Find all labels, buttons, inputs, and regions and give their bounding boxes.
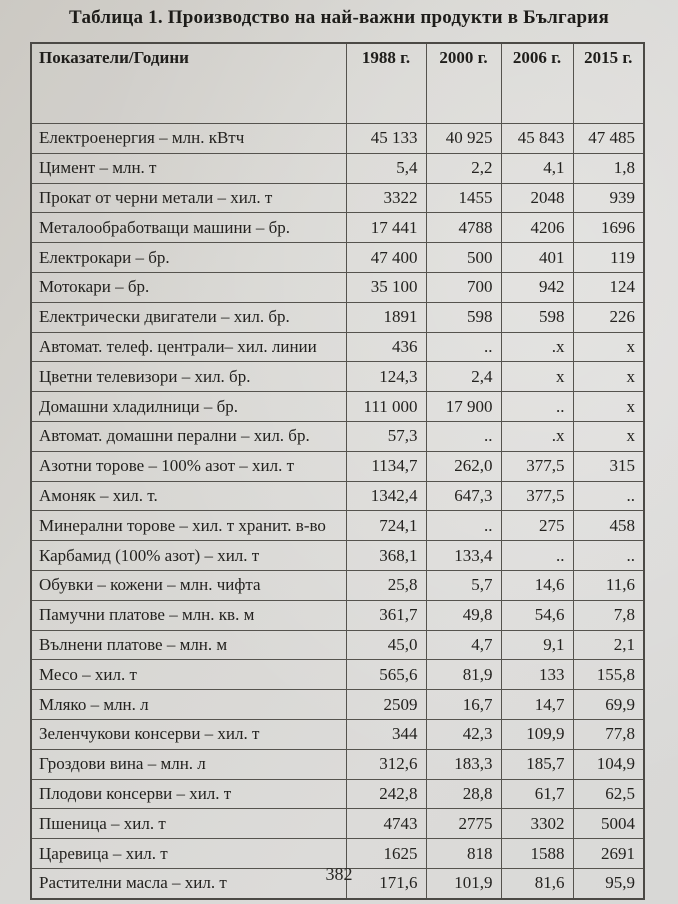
row-label: Вълнени платове – млн. м	[31, 630, 346, 660]
row-label: Карбамид (100% азот) – хил. т	[31, 541, 346, 571]
cell-value: 61,7	[501, 779, 573, 809]
cell-value: 185,7	[501, 749, 573, 779]
row-label: Гроздови вина – млн. л	[31, 749, 346, 779]
header-year-2006: 2006 г.	[501, 43, 573, 124]
header-indicators-years: Показатели/Години	[31, 43, 346, 124]
table-header	[31, 43, 644, 124]
cell-value: 81,9	[426, 660, 501, 690]
cell-value: ..	[573, 541, 644, 571]
row-label: Азотни торове – 100% азот – хил. т	[31, 451, 346, 481]
cell-value: 57,3	[346, 421, 426, 451]
row-label: Металообработващи машини – бр.	[31, 213, 346, 243]
cell-value: 275	[501, 511, 573, 541]
cell-value: 2,2	[426, 153, 501, 183]
header-year-2015: 2015 г.	[573, 43, 644, 124]
cell-value: 81,6	[501, 868, 573, 898]
cell-value: x	[573, 362, 644, 392]
cell-value: 4788	[426, 213, 501, 243]
row-label: Автомат. домашни перални – хил. бр.	[31, 421, 346, 451]
cell-value: 11,6	[573, 570, 644, 600]
table-row	[31, 183, 644, 213]
cell-value: 47 400	[346, 243, 426, 273]
header-year-2000: 2000 г.	[426, 43, 501, 124]
cell-value: x	[501, 362, 573, 392]
table-row	[31, 630, 644, 660]
table-row	[31, 690, 644, 720]
cell-value: 16,7	[426, 690, 501, 720]
cell-value: 45 843	[501, 124, 573, 154]
row-label: Електрически двигатели – хил. бр.	[31, 302, 346, 332]
cell-value: 1625	[346, 839, 426, 869]
row-label: Цветни телевизори – хил. бр.	[31, 362, 346, 392]
cell-value: 4206	[501, 213, 573, 243]
cell-value: ..	[573, 481, 644, 511]
cell-value: 436	[346, 332, 426, 362]
cell-value: 119	[573, 243, 644, 273]
row-label: Обувки – кожени – млн. чифта	[31, 570, 346, 600]
cell-value: 17 441	[346, 213, 426, 243]
cell-value: 242,8	[346, 779, 426, 809]
cell-value: 500	[426, 243, 501, 273]
cell-value: ..	[426, 332, 501, 362]
table-body	[31, 124, 644, 899]
cell-value: 262,0	[426, 451, 501, 481]
cell-value: 1342,4	[346, 481, 426, 511]
cell-value: 724,1	[346, 511, 426, 541]
row-label: Зеленчукови консерви – хил. т	[31, 719, 346, 749]
table-row	[31, 600, 644, 630]
cell-value: 1891	[346, 302, 426, 332]
cell-value: ..	[501, 541, 573, 571]
cell-value: 54,6	[501, 600, 573, 630]
table-row	[31, 213, 644, 243]
table-row	[31, 153, 644, 183]
row-label: Царевица – хил. т	[31, 839, 346, 869]
cell-value: 361,7	[346, 600, 426, 630]
row-label: Плодови консерви – хил. т	[31, 779, 346, 809]
row-label: Цимент – млн. т	[31, 153, 346, 183]
row-label: Минерални торове – хил. т хранит. в-во	[31, 511, 346, 541]
cell-value: 312,6	[346, 749, 426, 779]
cell-value: 17 900	[426, 392, 501, 422]
row-label: Електроенергия – млн. кВтч	[31, 124, 346, 154]
table-row	[31, 362, 644, 392]
page-title: Таблица 1. Производство на най-важни продукти в България	[69, 7, 609, 28]
cell-value: 124	[573, 272, 644, 302]
cell-value: ..	[426, 511, 501, 541]
cell-value: 598	[501, 302, 573, 332]
table-row	[31, 481, 644, 511]
table-row	[31, 451, 644, 481]
row-label: Амоняк – хил. т.	[31, 481, 346, 511]
cell-value: 2,1	[573, 630, 644, 660]
cell-value: 7,8	[573, 600, 644, 630]
row-label: Пшеница – хил. т	[31, 809, 346, 839]
cell-value: 40 925	[426, 124, 501, 154]
row-label: Домашни хладилници – бр.	[31, 392, 346, 422]
row-label: Памучни платове – млн. кв. м	[31, 600, 346, 630]
cell-value: 14,6	[501, 570, 573, 600]
cell-value: 315	[573, 451, 644, 481]
cell-value: 133,4	[426, 541, 501, 571]
cell-value: 401	[501, 243, 573, 273]
cell-value: 109,9	[501, 719, 573, 749]
row-label: Мляко – млн. л	[31, 690, 346, 720]
cell-value: ..	[501, 392, 573, 422]
table-row	[31, 570, 644, 600]
cell-value: 942	[501, 272, 573, 302]
table-row	[31, 809, 644, 839]
cell-value: 14,7	[501, 690, 573, 720]
cell-value: 344	[346, 719, 426, 749]
table-row	[31, 541, 644, 571]
table-row	[31, 392, 644, 422]
table-row	[31, 719, 644, 749]
cell-value: x	[573, 421, 644, 451]
cell-value: 5,7	[426, 570, 501, 600]
cell-value: 111 000	[346, 392, 426, 422]
table-row	[31, 511, 644, 541]
cell-value: 95,9	[573, 868, 644, 898]
cell-value: 35 100	[346, 272, 426, 302]
cell-value: .x	[501, 421, 573, 451]
cell-value: 939	[573, 183, 644, 213]
row-label: Прокат от черни метали – хил. т	[31, 183, 346, 213]
cell-value: 171,6	[346, 868, 426, 898]
cell-value: 124,3	[346, 362, 426, 392]
cell-value: 5004	[573, 809, 644, 839]
row-label: Растителни масла – хил. т	[31, 868, 346, 898]
row-label: Месо – хил. т	[31, 660, 346, 690]
cell-value: 45,0	[346, 630, 426, 660]
cell-value: 818	[426, 839, 501, 869]
row-label: Автомат. телеф. централи– хил. линии	[31, 332, 346, 362]
cell-value: 647,3	[426, 481, 501, 511]
cell-value: 1455	[426, 183, 501, 213]
cell-value: 104,9	[573, 749, 644, 779]
table-row	[31, 302, 644, 332]
cell-value: 458	[573, 511, 644, 541]
cell-value: x	[573, 332, 644, 362]
cell-value: 5,4	[346, 153, 426, 183]
table-row	[31, 749, 644, 779]
table-row	[31, 660, 644, 690]
cell-value: 3302	[501, 809, 573, 839]
cell-value: 700	[426, 272, 501, 302]
production-table	[30, 42, 645, 900]
cell-value: 368,1	[346, 541, 426, 571]
table-row	[31, 779, 644, 809]
cell-value: x	[573, 392, 644, 422]
cell-value: 49,8	[426, 600, 501, 630]
cell-value: 4,7	[426, 630, 501, 660]
cell-value: 47 485	[573, 124, 644, 154]
header-row	[31, 43, 644, 124]
table-row	[31, 272, 644, 302]
cell-value: 2691	[573, 839, 644, 869]
page-number: 382	[325, 864, 353, 884]
cell-value: 42,3	[426, 719, 501, 749]
cell-value: 28,8	[426, 779, 501, 809]
cell-value: 226	[573, 302, 644, 332]
cell-value: 4,1	[501, 153, 573, 183]
row-label: Мотокари – бр.	[31, 272, 346, 302]
cell-value: 1588	[501, 839, 573, 869]
cell-value: 2048	[501, 183, 573, 213]
cell-value: 1696	[573, 213, 644, 243]
cell-value: 77,8	[573, 719, 644, 749]
cell-value: 3322	[346, 183, 426, 213]
cell-value: 377,5	[501, 481, 573, 511]
cell-value: 2775	[426, 809, 501, 839]
table-row	[31, 421, 644, 451]
cell-value: 4743	[346, 809, 426, 839]
cell-value: ..	[426, 421, 501, 451]
cell-value: 45 133	[346, 124, 426, 154]
cell-value: 1,8	[573, 153, 644, 183]
cell-value: 62,5	[573, 779, 644, 809]
cell-value: 183,3	[426, 749, 501, 779]
cell-value: 2,4	[426, 362, 501, 392]
table-row	[31, 124, 644, 154]
cell-value: 377,5	[501, 451, 573, 481]
cell-value: 69,9	[573, 690, 644, 720]
cell-value: 598	[426, 302, 501, 332]
cell-value: 1134,7	[346, 451, 426, 481]
row-label: Електрокари – бр.	[31, 243, 346, 273]
cell-value: 9,1	[501, 630, 573, 660]
cell-value: 101,9	[426, 868, 501, 898]
table-row	[31, 332, 644, 362]
cell-value: 565,6	[346, 660, 426, 690]
cell-value: 25,8	[346, 570, 426, 600]
cell-value: 2509	[346, 690, 426, 720]
cell-value: .x	[501, 332, 573, 362]
cell-value: 155,8	[573, 660, 644, 690]
table-row	[31, 243, 644, 273]
header-year-1988: 1988 г.	[346, 43, 426, 124]
cell-value: 133	[501, 660, 573, 690]
